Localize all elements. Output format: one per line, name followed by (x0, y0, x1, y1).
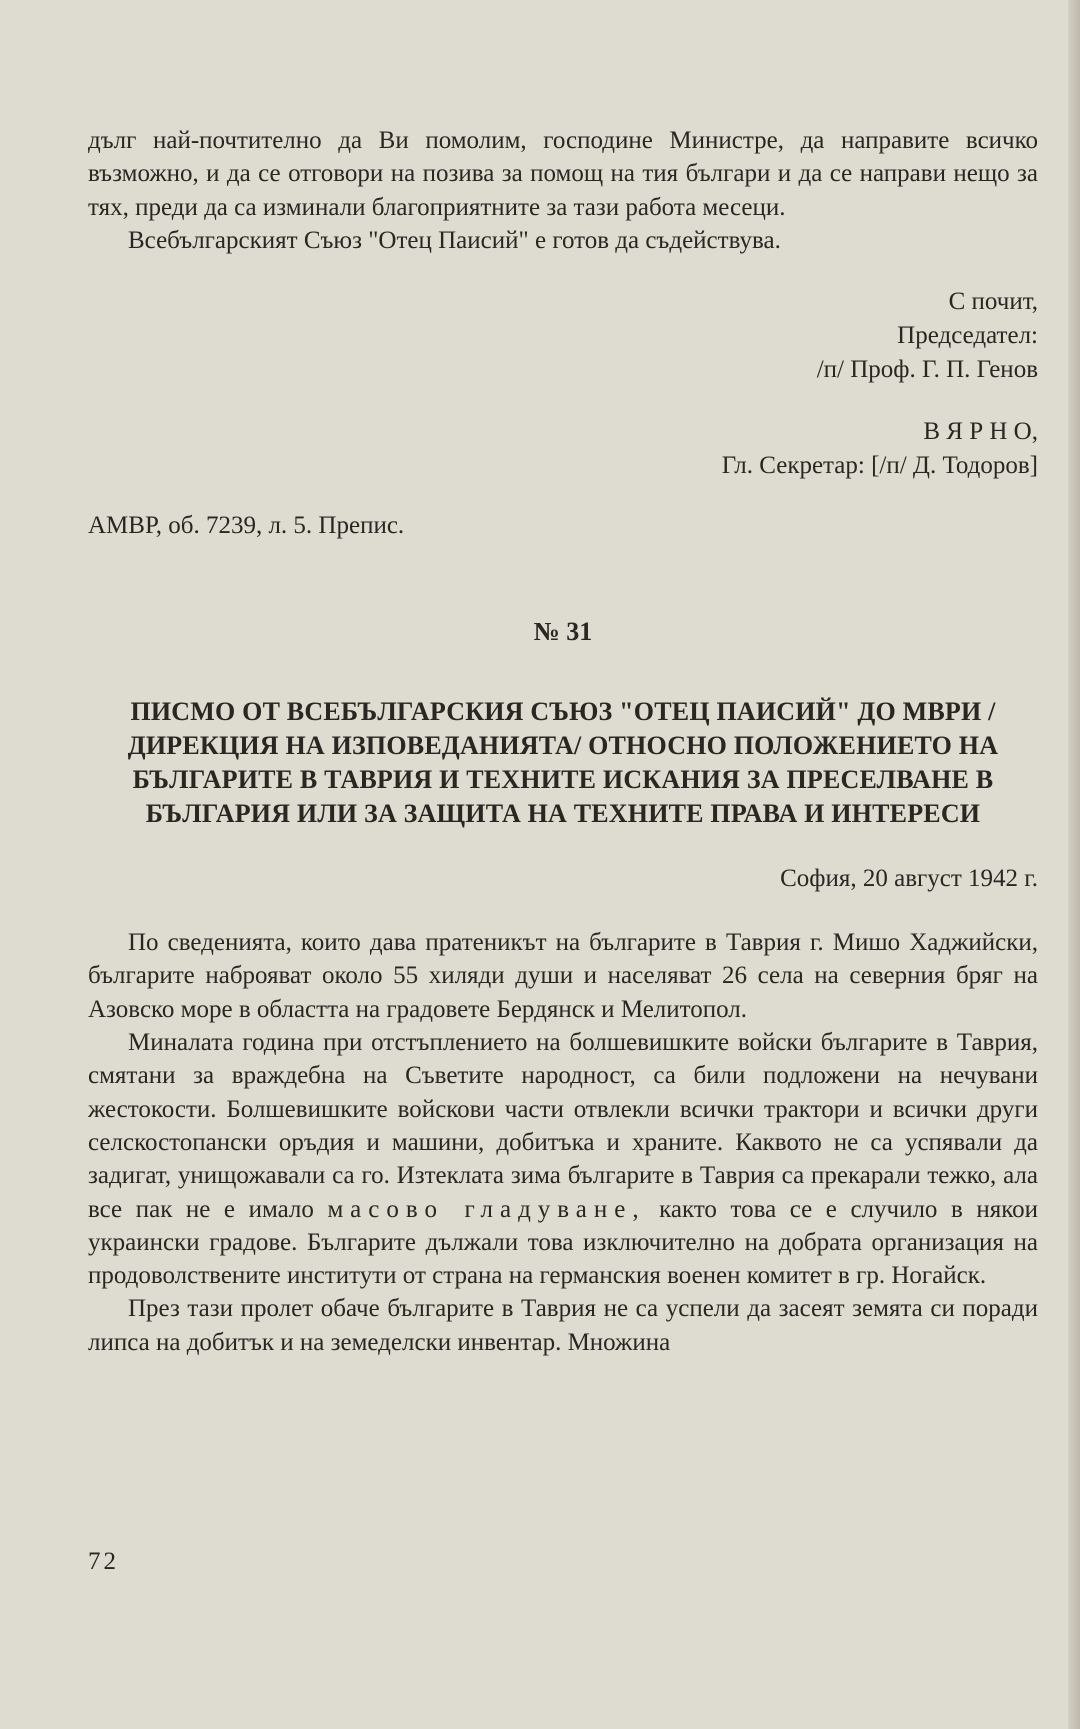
secretary-line: Гл. Секретар: [/п/ Д. Тодоров] (721, 452, 1038, 480)
emphasized-phrase: масово гладуване, (327, 1195, 646, 1223)
body-paragraph-1: По сведенията, които дава пратеникът на българите в Таврия г. Мишо Хаджийски, българите наброяват около 55 хиляди души и населяват 26 села на северния бряг на Азовско море в областта на градовете Бердянск и Мелитопол. (88, 929, 1038, 1023)
signature-closing: С почит, (948, 288, 1038, 316)
body-paragraph-2-start: Миналата година при отстъплението на болшевишките войски българите в Таврия, смятани за враждебна на Съветите народност, са били подложени на нечувани жестокости. Болшевишките войскови части отвлекли всички трактори и всички други селскостопански оръдия и машини, добитъка и храните. Каквото не са успявали да задигат, унищожавали са го. Изтеклата зима българите в Таврия са прекарали тежко, ала все пак не е имало (88, 1029, 1038, 1223)
page-number: 72 (88, 1548, 119, 1575)
continuation-paragraph: дълг най-почтително да Ви помолим, господине Министре, да направите всичко възможно, и да се отговори на позива за помощ на тия българи и да се направи нещо за тях, преди да са изминали благоприятните за тази работа месеци. (88, 127, 1038, 221)
signature-name: /п/ Проф. Г. П. Генов (816, 356, 1038, 384)
body-paragraph-2-end: както това се е случило в някои украински градове. Българите дължали това изключително на добрата организация на продоволствените институти от страна на германския военен комитет в гр. Ногайск. (88, 1195, 1038, 1290)
signature-role: Председател: (897, 322, 1038, 350)
document-date: София, 20 август 1942 г. (780, 865, 1038, 893)
body-paragraph-3: През тази пролет обаче българите в Таврия не са успели да засеят земята си поради липса на добитък и на земеделски инвентар. Множина (88, 1295, 1038, 1356)
certified-label: В Я Р Н О, (923, 418, 1038, 446)
book-spine-edge (1068, 0, 1080, 1729)
signature-block (88, 285, 1038, 483)
body-paragraph-2 (88, 1026, 1038, 1292)
text-block (88, 124, 1038, 1359)
archive-source-note: АМВР, об. 7239, л. 5. Препис. (88, 512, 405, 540)
document-number: № 31 (533, 617, 593, 647)
support-statement: Всебългарският Съюз "Отец Паисий" е готов да съдействува. (128, 226, 781, 254)
document-title: ПИСМО ОТ ВСЕБЪЛГАРСКИЯ СЪЮЗ "ОТЕЦ ПАИСИЙ" ДО МВРИ /ДИРЕКЦИЯ НА ИЗПОВЕДАНИЯТА/ ОТНОСНО ПОЛОЖЕНИЕТО НА БЪЛГАРИТЕ В ТАВРИЯ И ТЕХНИТЕ ИСКАНИЯ ЗА ПРЕСЕЛВАНЕ В БЪЛГАРИЯ ИЛИ ЗА ЗАЩИТА НА ТЕХНИТЕ ПРАВА И ИНТЕРЕСИ (127, 697, 999, 829)
